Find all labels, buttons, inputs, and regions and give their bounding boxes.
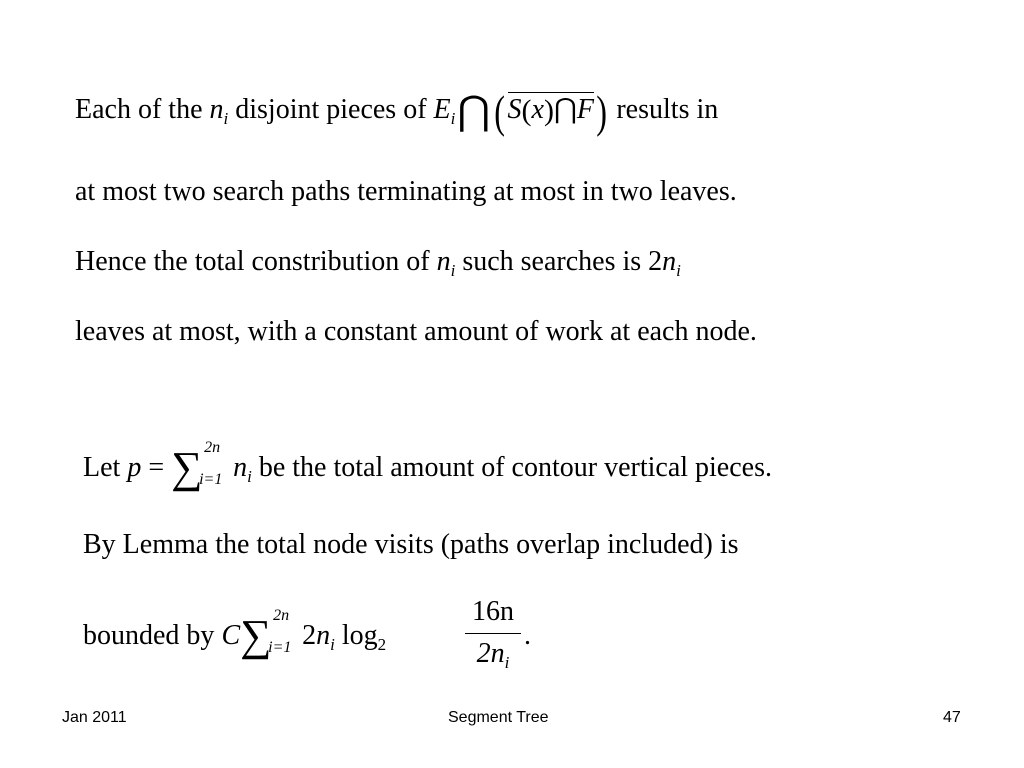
fraction-bar [465, 633, 521, 634]
text-line-4: leaves at most, with a constant amount of work at each node. [75, 316, 757, 347]
math-number: 2 [302, 620, 317, 651]
summation-lower-limit: i=1 [268, 639, 292, 656]
text-fragment: Let [83, 452, 128, 483]
math-subscript-i: i [330, 635, 335, 654]
summation [240, 607, 302, 660]
text-fragment: results in [609, 94, 719, 125]
math-var-n: n [209, 94, 224, 125]
math-var-n: n [316, 620, 331, 651]
math-var-x: x [531, 94, 544, 125]
summation-symbol: ∑ [240, 611, 272, 660]
summation-symbol: ∑ [171, 443, 203, 492]
footer-title: Segment Tree [448, 709, 549, 726]
text-line-1: Each of the $n_i$ disjoint pieces of $E_i⋂(S(x)⋂F)$ results in [75, 86, 719, 137]
math-subscript-i: i [247, 467, 252, 486]
log-base: 2 [377, 635, 387, 654]
math-var-p: p [127, 452, 142, 483]
footer-date: Jan 2011 [62, 709, 127, 726]
summation-upper-limit: 2n [204, 439, 221, 456]
text-fragment: disjoint pieces of [228, 94, 434, 125]
math-subscript-i: i [504, 653, 510, 672]
math-subscript-i: i [223, 109, 229, 128]
denominator-text: 2n [476, 638, 505, 669]
summation-upper-limit: 2n [273, 607, 290, 624]
text-line-5 [83, 439, 772, 492]
math-var-n: n [662, 246, 677, 277]
math-subscript-i: i [450, 261, 456, 280]
math-var-n: n [436, 246, 451, 277]
text-fragment: such searches is 2 [455, 246, 663, 277]
math-subscript-i: i [676, 261, 681, 280]
log-function: log [334, 620, 378, 651]
complement-overline-group: S(x)⋂F [507, 94, 595, 127]
math-var-C: C [221, 620, 241, 651]
footer-page-number: 47 [943, 709, 961, 726]
math-subscript-i: i [450, 109, 456, 128]
fraction-denominator [465, 638, 521, 670]
math-var-F: F [576, 94, 595, 125]
math-var-S: S [507, 94, 522, 125]
intersection-symbol: ⋂ [553, 94, 577, 125]
math-var-E: E [433, 94, 451, 125]
text-line-7 [83, 607, 387, 660]
summation-lower-limit: i=1 [199, 471, 223, 488]
text-fragment: Each of the [75, 94, 210, 125]
text-line-3 [75, 246, 681, 278]
text-fragment: be the total amount of contour vertical pieces. [251, 452, 772, 483]
fraction-numerator [465, 596, 521, 628]
text-line-6: By Lemma the total node visits (paths overlap included) is [83, 529, 739, 560]
summation [171, 439, 233, 492]
equals-sign: = [141, 452, 172, 483]
period: . [524, 620, 531, 651]
numerator-text: 16n [472, 596, 514, 627]
text-fragment: bounded by [83, 620, 222, 651]
text-line-2: at most two search paths terminating at most in two leaves. [75, 176, 737, 207]
text-fragment: Hence the total constribution of [75, 246, 437, 277]
math-var-n: n [233, 452, 248, 483]
